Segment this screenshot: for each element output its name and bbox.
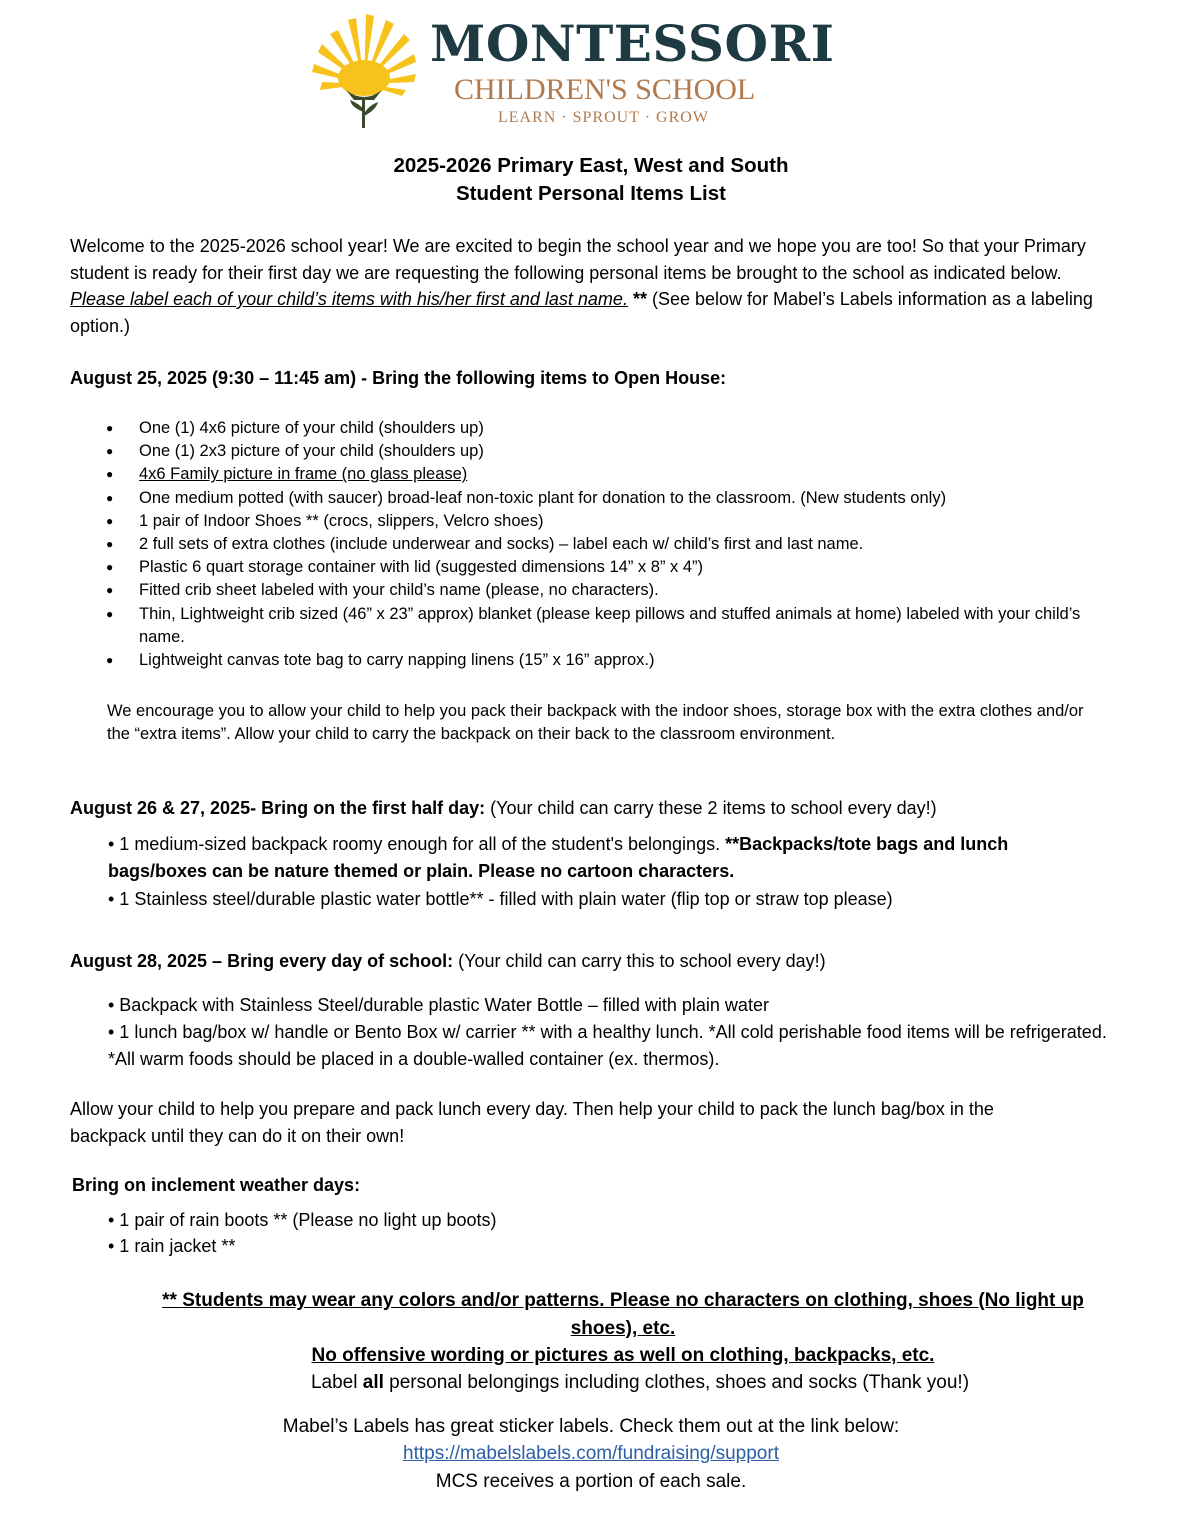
label-note-all: all (362, 1372, 384, 1393)
list-item: ● Thin, Lightweight crib sized (46” x 23” approx) blanket (please keep pillows and stuffed animals at home) labeled with your child’s name. (106, 603, 1116, 649)
list-item: ● One (1) 4x6 picture of your child (shoulders up) (106, 417, 1116, 440)
label-note-pre: Label (310, 1372, 358, 1393)
label-note (140, 1369, 1140, 1397)
list-item: ● Plastic 6 quart storage container with lid (suggested dimensions 14” x 8” x 4”) (106, 556, 1116, 579)
logo-subtitle: CHILDREN'S SCHOOL (454, 73, 756, 106)
logo-title: MONTESSORI (430, 14, 835, 73)
half-day-item-2: • 1 Stainless steel/durable plastic water bottle** - filled with plain water (flip top or straw top please) (108, 889, 893, 909)
mabel-link-row (0, 1440, 1182, 1468)
list-item: ● 4x6 Family picture in frame (no glass please) (106, 463, 1116, 486)
list-item: ● One (1) 2x3 picture of your child (shoulders up) (106, 440, 1116, 463)
list-item: ● 1 pair of Indoor Shoes ** (crocs, slippers, Velcro shoes) (106, 510, 1116, 533)
weather-heading: Bring on inclement weather days: (72, 1175, 361, 1195)
doc-title-line1: 2025-2026 Primary East, West and South (393, 154, 789, 177)
every-day-item-1: • Backpack with Stainless Steel/durable plastic Water Bottle – filled with plain water (108, 995, 769, 1015)
half-day-item-1 (108, 831, 1108, 884)
mabel-labels-note: Mabel’s Labels has great sticker labels. Check them out at the link below: (282, 1416, 900, 1437)
doc-title-line2: Student Personal Items List (456, 182, 726, 205)
weather-item-2: • 1 rain jacket ** (108, 1236, 236, 1256)
open-house-item-list (106, 417, 1116, 672)
intro-stars: ** (632, 289, 647, 309)
weather-item-1: • 1 pair of rain boots ** (Please no light up boots) (108, 1210, 497, 1230)
every-day-item-2: • 1 lunch bag/box w/ handle or Bento Box w/ carrier ** with a healthy lunch. *All cold perishable food items will be refrigerated. *All warm foods should be placed in a double-walled container (ex. thermos). (108, 1022, 1107, 1069)
every-day-heading: August 28, 2025 – Bring every day of school: (70, 951, 454, 971)
offensive-wording-rule: No offensive wording or pictures as well on clothing, backpacks, etc. (311, 1345, 935, 1366)
half-day-item-1-bold: **Backpacks/tote bags and lunch bags/boxes can be nature themed or plain. Please no cartoon characters. (108, 834, 1009, 881)
intro-paragraph (70, 233, 1120, 339)
half-day-note: (Your child can carry these 2 items to school every day!) (490, 798, 937, 818)
every-day-heading-line (70, 948, 1130, 975)
portion-note: MCS receives a portion of each sale. (435, 1471, 747, 1492)
school-logo (308, 12, 835, 130)
list-item: ● One medium potted (with saucer) broad-leaf non-toxic plant for donation to the classroom. (New students only) (106, 487, 1116, 510)
half-day-item-1-text: • 1 medium-sized backpack roomy enough for all of the student's belongings. (108, 834, 721, 854)
list-item: ● Lightweight canvas tote bag to carry napping linens (15” x 16” approx.) (106, 649, 1116, 672)
dandelion-flower-icon (308, 12, 420, 130)
lunch-note: Allow your child to help you prepare and pack lunch every day. Then help your child to pack the lunch bag/box in the backpack until they can do it on their own! (70, 1099, 994, 1146)
clothing-rule: ** Students may wear any colors and/or patterns. Please no characters on clothing, shoes (No light up shoes), etc. (162, 1290, 1084, 1339)
intro-label-instruction: Please label each of your child’s items with his/her first and last name. (70, 289, 628, 309)
open-house-heading: August 25, 2025 (9:30 – 11:45 am) - Bring the following items to Open House: (70, 368, 727, 388)
every-day-note: (Your child can carry this to school every day!) (458, 951, 826, 971)
mabel-labels-link[interactable]: https://mabelslabels.com/fundraising/support (403, 1443, 779, 1464)
encourage-paragraph: We encourage you to allow your child to help you pack their backpack with the indoor shoes, storage box with the extra clothes and/or the “extra items”. Allow your child to carry the backpack on their back to the classroom environment. (107, 702, 1084, 744)
logo-tagline: LEARN · SPROUT · GROW (498, 109, 709, 126)
half-day-heading-line (70, 795, 1130, 822)
intro-text: Welcome to the 2025-2026 school year! We are excited to begin the school year and we hope you are too! So that your Primary student is ready for their first day we are requesting the following personal items be brought to the school as indicated below. (70, 236, 1086, 283)
intro-after: (See below for Mabel’s Labels information as a labeling option.) (70, 289, 1093, 336)
list-item: ● 2 full sets of extra clothes (include underwear and socks) – label each w/ child’s first and last name. (106, 533, 1116, 556)
half-day-heading: August 26 & 27, 2025- Bring on the first half day: (70, 798, 486, 818)
label-note-post: personal belongings including clothes, shoes and socks (Thank you!) (389, 1372, 970, 1393)
list-item: ● Fitted crib sheet labeled with your child’s name (please, no characters). (106, 579, 1116, 602)
